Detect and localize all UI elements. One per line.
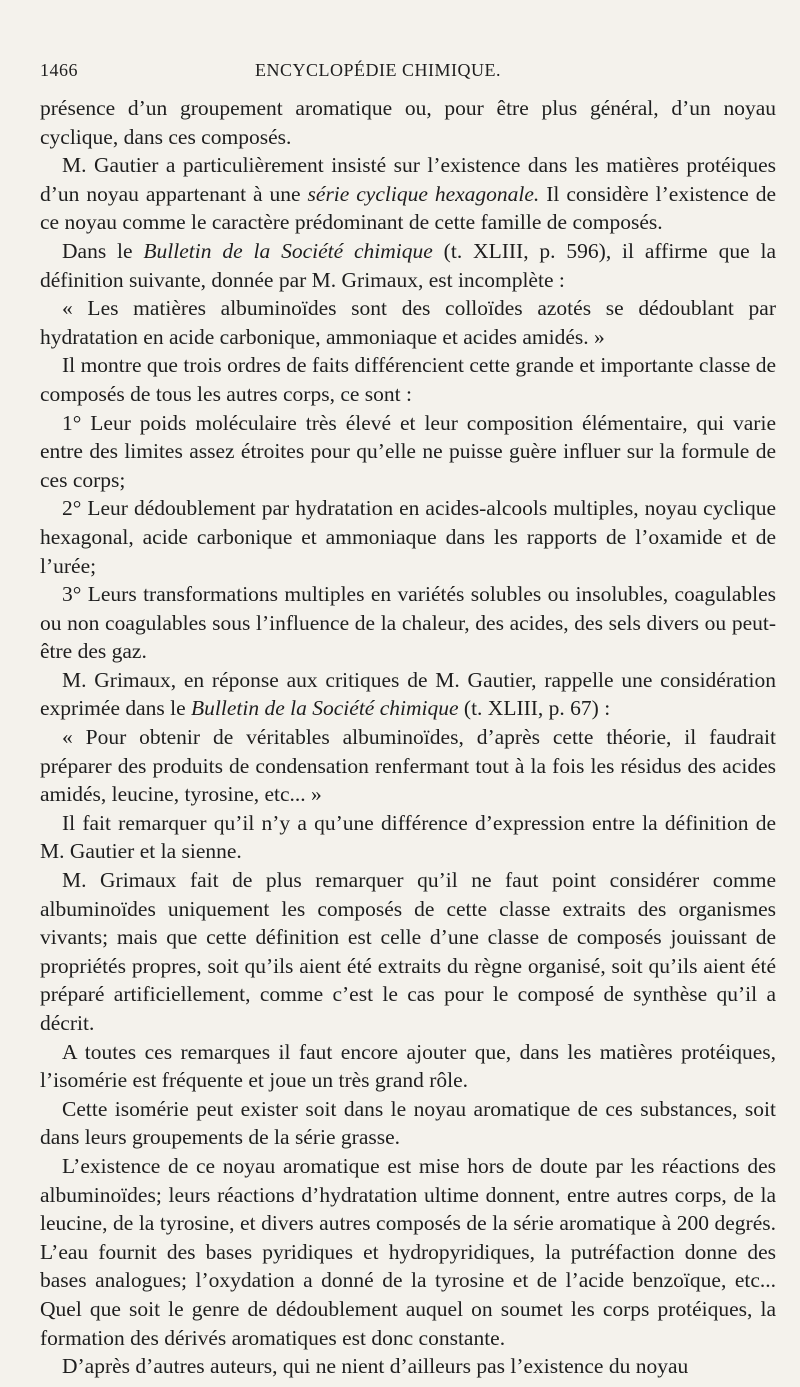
text-run: L’existence de ce noyau aromatique est mise hors de doute par les réactions des albuminoïdes; leurs réactions d’hydratation ultime donnent, entre autres corps, de la leucine, de la tyrosine, et divers autres composés de la série aromatique à 200 degrés. L’eau fournit des bases pyridiques et hydropyridiques, la putréfaction donne des bases analogues; l’oxydation a donné de la tyrosine et de l’acide benzoïque, etc... Quel que soit le genre de dédoublement auquel on soumet les corps protéiques, la formation des dérivés aromatiques est donc constante. — [40, 1153, 776, 1350]
body-paragraph — [40, 809, 776, 866]
body-paragraph — [40, 94, 776, 151]
body-paragraph — [40, 1352, 776, 1381]
body-paragraph — [40, 1152, 776, 1352]
body-paragraph — [40, 1038, 776, 1095]
body-paragraph — [40, 351, 776, 408]
text-run: présence d’un groupement aromatique ou, pour être plus général, d’un noyau cyclique, dans ces composés. — [40, 96, 776, 149]
body-paragraph — [40, 866, 776, 1038]
italic-text-run: Bulletin de la Société chimique — [143, 238, 433, 263]
page-header — [40, 60, 776, 94]
text-run: Dans le — [62, 238, 144, 263]
text-run: (t. XLIII, p. 596), il affirme que la définition suivante, donnée par M. Grimaux, est incomplète : — [40, 238, 776, 292]
text-run: D’après d’autres auteurs, qui ne nient d’ailleurs pas l’existence du noyau — [62, 1354, 689, 1379]
italic-text-run: Bulletin de la Société chimique — [191, 696, 459, 721]
body-paragraph — [40, 494, 776, 580]
running-title: ENCYCLOPÉDIE CHIMIQUE. — [255, 60, 501, 80]
text-run: A toutes ces remarques il faut encore ajouter que, dans les matières protéiques, l’isomérie est fréquente et joue un très grand rôle. — [40, 1039, 776, 1093]
body-paragraph — [40, 409, 776, 495]
italic-text-run: série cyclique hexagonale. — [307, 181, 540, 206]
text-run: Il considère l’existence de ce noyau comme le caractère prédominant de cette famille de composés. — [40, 181, 777, 235]
text-run: Cette isomérie peut exister soit dans le noyau aromatique de ces substances, soit dans leurs groupements de la série grasse. — [40, 1096, 776, 1150]
text-run: 3° Leurs transformations multiples en variétés solubles ou insolubles, coagulables ou non coagulables sous l’influence de la chaleur, des acides, des sels divers ou peut-être des gaz. — [40, 582, 776, 664]
body-paragraph — [40, 723, 776, 809]
body-paragraph — [40, 580, 776, 666]
text-run: « Les matières albuminoïdes sont des colloïdes azotés se dédoublant par hydratation en acide carbonique, ammoniaque et acides amidés. » — [40, 296, 776, 349]
body-paragraph — [40, 151, 776, 237]
text-run: M. Grimaux, en réponse aux critiques de M. Gautier, rappelle une considération exprimée dans le — [40, 667, 776, 721]
page-number: 1466 — [40, 60, 78, 80]
text-run: 2° Leur dédoublement par hydratation en acides-alcools multiples, noyau cyclique hexagonal, acide carbonique et ammoniaque dans les rapports de l’oxamide et de l’urée; — [40, 496, 776, 578]
text-run: « Pour obtenir de véritables albuminoïdes, d’après cette théorie, il faudrait préparer des produits de condensation renfermant tout à la fois les résidus des acides amidés, leucine, tyrosine, etc... » — [40, 725, 776, 807]
text-run: 1° Leur poids moléculaire très élevé et leur composition élémentaire, qui varie entre des limites assez étroites pour qu’elle ne puisse guère influer sur la formule de ces corps; — [40, 410, 776, 492]
body-paragraph — [40, 237, 776, 294]
text-run: M. Gautier a particulièrement insisté sur l’existence dans les matières protéiques d’un noyau appartenant à une — [40, 153, 776, 206]
text-run: Il montre que trois ordres de faits différencient cette grande et importante classe de composés de tous les autres corps, ce sont : — [40, 353, 776, 406]
text-run: Il fait remarquer qu’il n’y a qu’une différence d’expression entre la définition de M. Gautier et la sienne. — [40, 810, 776, 864]
body-paragraph — [40, 1095, 776, 1152]
body-text — [40, 94, 776, 1381]
text-run: M. Grimaux fait de plus remarquer qu’il ne faut point considérer comme albuminoïdes uniquement les composés de cette classe extraits des organismes vivants; mais que cette définition est celle d’une classe de composés jouissant de propriétés propres, soit qu’ils aient été extraits du règne organisé, soit qu’ils aient été préparé artificiellement, comme c’est le cas pour le composé de synthèse qu’il a décrit. — [40, 868, 776, 1035]
body-paragraph — [40, 666, 776, 723]
body-paragraph — [40, 294, 776, 351]
text-run: (t. XLIII, p. 67) : — [458, 696, 611, 721]
